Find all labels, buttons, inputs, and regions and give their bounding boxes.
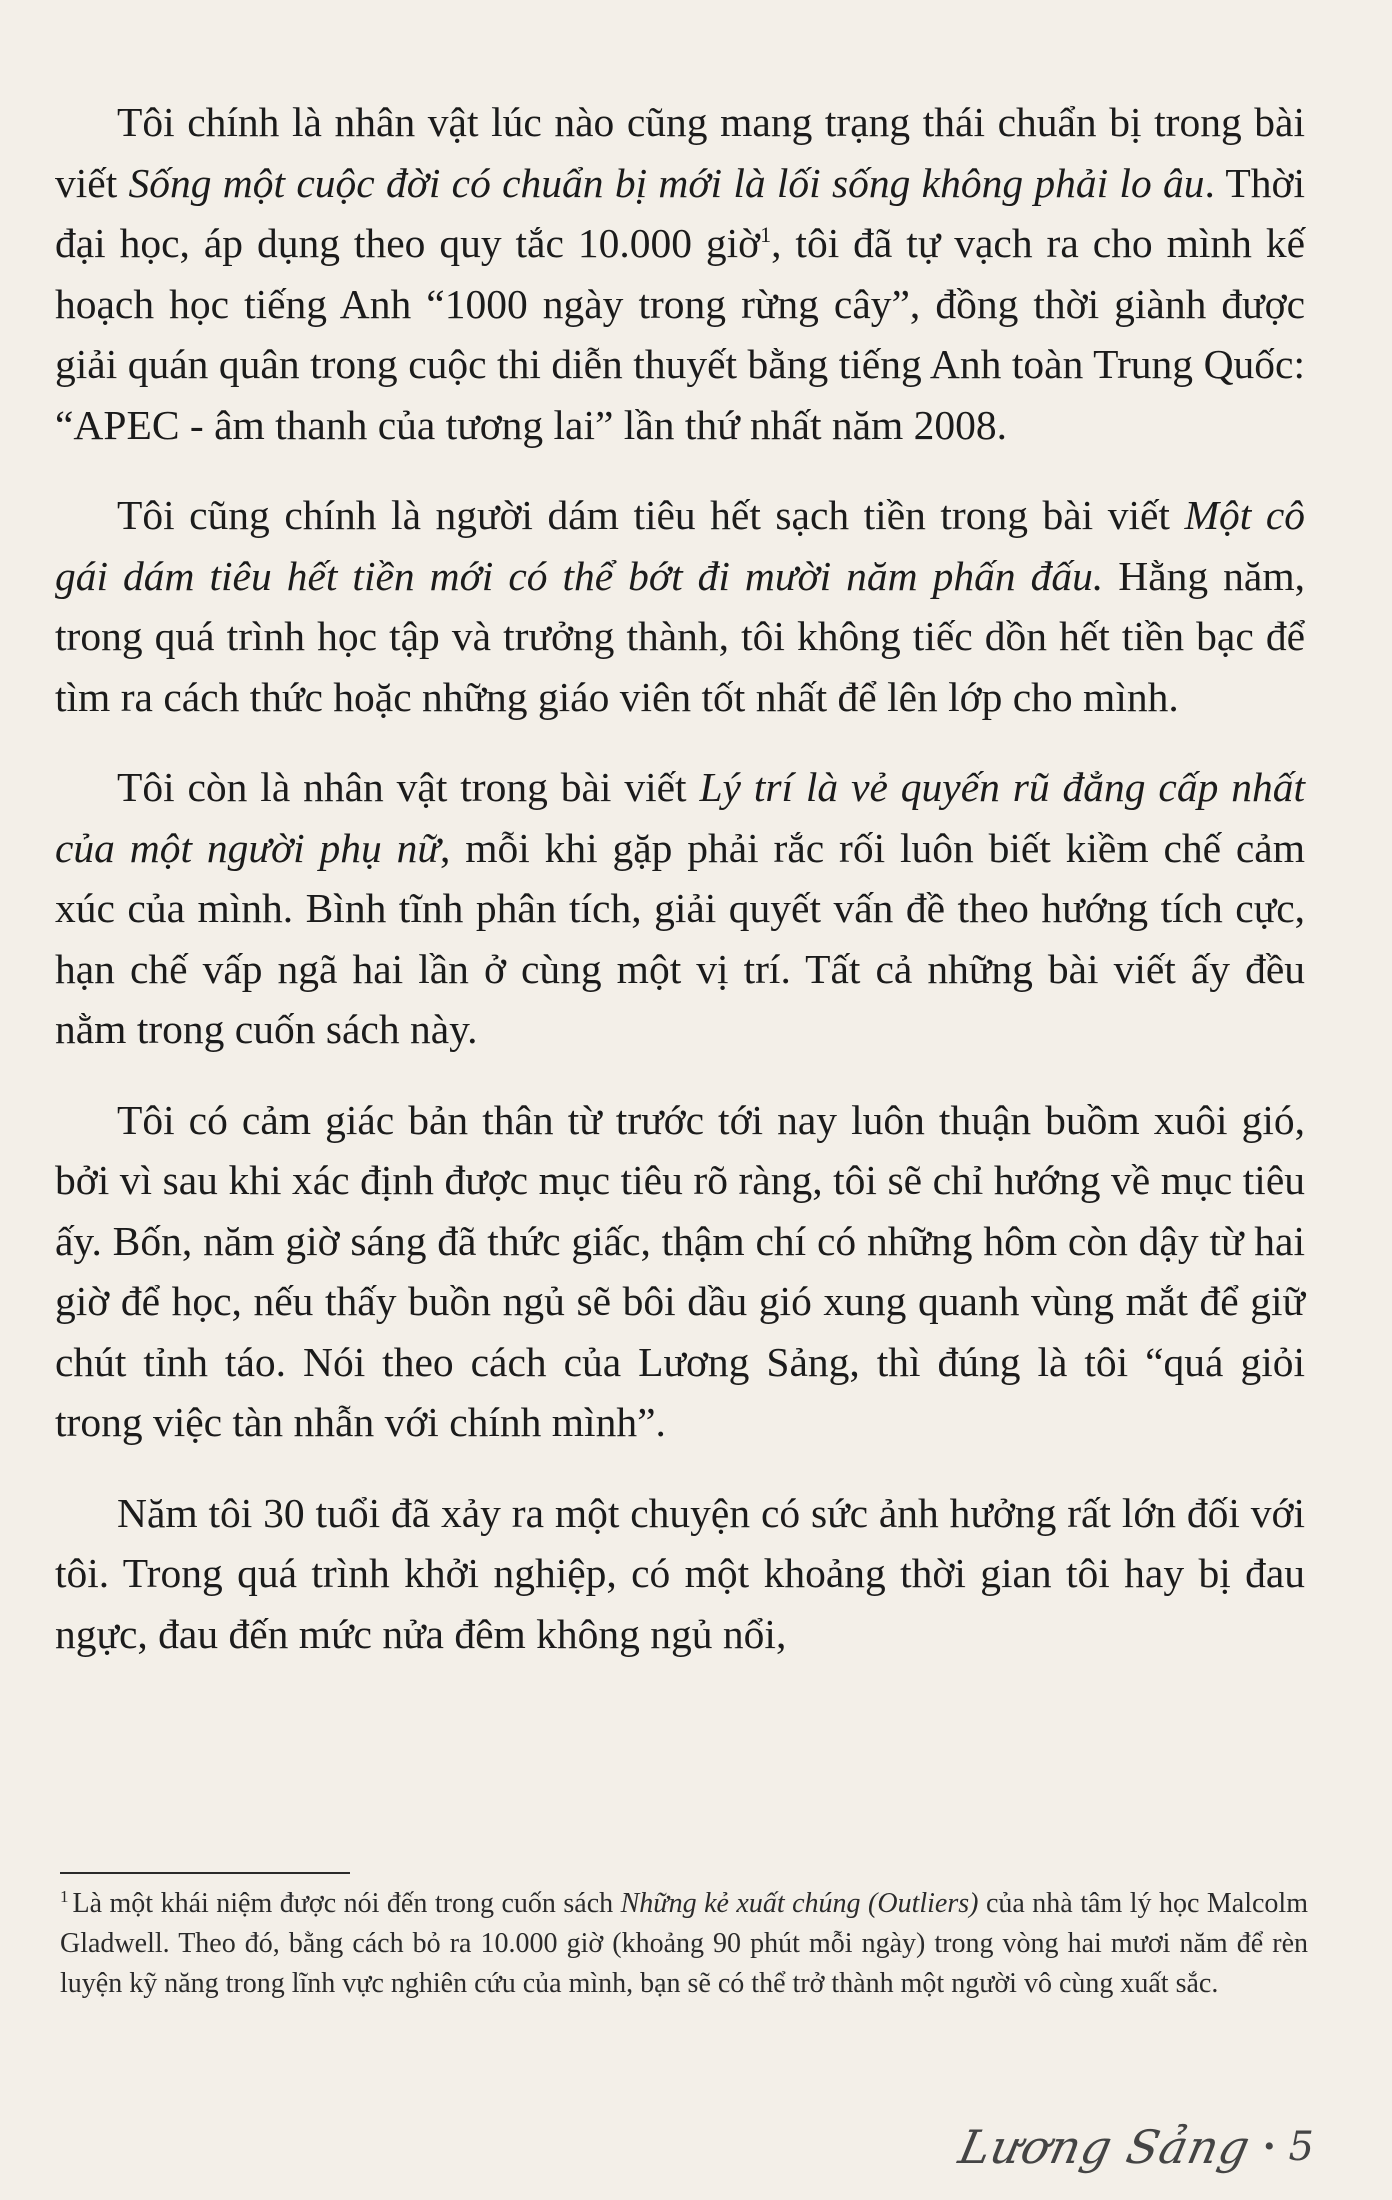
paragraph-1: Tôi chính là nhân vật lúc nào cũng mang trạng thái chuẩn bị trong bài viết Sống một cuộc đời có chuẩn bị mới là lối sống không phải lo âu. Thời đại học, áp dụng theo quy tắc 10.000 giờ$^1$, tôi đã tự vạch ra cho mình kế hoạch học tiếng Anh “1000 ngày trong rừng cây”, đồng thời giành được giải quán quân trong cuộc thi diễn thuyết bằng tiếng Anh toàn Trung Quốc: “APEC - âm thanh của tương lai” lần thứ nhất năm 2008.: [55, 99, 1305, 448]
footnote-divider: [60, 1872, 350, 1874]
body-text: [55, 92, 1305, 1664]
book-title-italic: Những kẻ xuất chúng (Outliers): [620, 1888, 979, 1919]
paragraph-3: Tôi còn là nhân vật trong bài viết Lý trí là vẻ quyến rũ đẳng cấp nhất của một người phụ nữ, mỗi khi gặp phải rắc rối luôn biết kiềm chế cảm xúc của mình. Bình tĩnh phân tích, giải quyết vấn đề theo hướng tích cực, hạn chế vấp ngã hai lần ở cùng một vị trí. Tất cả những bài viết ấy đều nằm trong cuốn sách này.: [55, 764, 1306, 1052]
article-title-italic: Sống một cuộc đời có chuẩn bị mới là lối sống không phải lo âu: [128, 159, 1205, 206]
footnote-mark: 1: [60, 1886, 69, 1906]
footer-separator: •: [1264, 2130, 1275, 2163]
footnote-ref: 1: [760, 222, 772, 248]
paragraph-2: Tôi cũng chính là người dám tiêu hết sạch tiền trong bài viết Một cô gái dám tiêu hết tiền mới có thể bớt đi mười năm phấn đấu. Hằng năm, trong quá trình học tập và trưởng thành, tôi không tiếc dồn hết tiền bạc để tìm ra cách thức hoặc những giáo viên tốt nhất để lên lớp cho mình.: [55, 492, 1306, 720]
paragraph-5: Năm tôi 30 tuổi đã xảy ra một chuyện có sức ảnh hưởng rất lớn đối với tôi. Trong quá trình khởi nghiệp, có một khoảng thời gian tôi hay bị đau ngực, đau đến mức nửa đêm không ngủ nổi,: [55, 1489, 1305, 1657]
article-title-italic: Một cô gái dám tiêu hết tiền mới có thể bớt đi mười năm phấn đấu.: [55, 492, 1306, 599]
paragraph-4: Tôi có cảm giác bản thân từ trước tới nay luôn thuận buồm xuôi gió, bởi vì sau khi xác định được mục tiêu rõ ràng, tôi sẽ chỉ hướng về mục tiêu ấy. Bốn, năm giờ sáng đã thức giấc, thậm chí có những hôm còn dậy từ hai giờ để học, nếu thấy buồn ngủ sẽ bôi dầu gió xung quanh vùng mắt để giữ chút tỉnh táo. Nói theo cách của Lương Sảng, thì đúng là tôi “quá giỏi trong việc tàn nhẫn với chính mình”.: [55, 1096, 1305, 1445]
author-signature: Lương Sảng: [954, 2120, 1256, 2174]
page-footer: [954, 2120, 1314, 2174]
footnote: $^1$ Là một khái niệm được nói đến trong cuốn sách Những kẻ xuất chúng (Outliers) của nhà tâm lý học Malcolm Gladwell. Theo đó, bằng cách bỏ ra 10.000 giờ (khoảng 90 phút mỗi ngày) trong vòng hai mươi năm để rèn luyện kỹ năng trong lĩnh vực nghiên cứu của mình, bạn sẽ có thể trở thành một người vô cùng xuất sắc.: [60, 1886, 1308, 1999]
page-number: 5: [1288, 2124, 1314, 2170]
article-title-italic: Lý trí là vẻ quyến rũ đẳng cấp nhất của một người phụ nữ: [55, 764, 1305, 871]
